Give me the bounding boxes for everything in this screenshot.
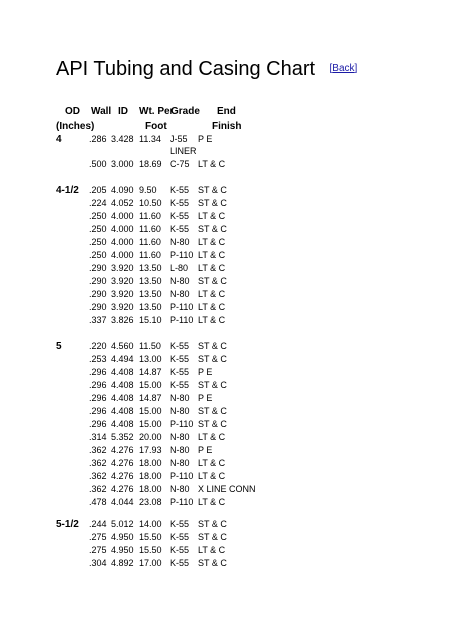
cell-id: 3.920	[111, 289, 134, 299]
cell-wall: .362	[89, 445, 107, 455]
table-row	[0, 418, 474, 431]
cell-id: 3.920	[111, 276, 134, 286]
table-row	[0, 197, 474, 210]
back-close-bracket: ]	[354, 63, 358, 74]
cell-grade: N-80	[170, 237, 190, 247]
cell-wt: 15.00	[139, 406, 162, 416]
cell-wall: .290	[89, 276, 107, 286]
cell-wt: 18.00	[139, 484, 162, 494]
table-row	[0, 210, 474, 223]
cell-wall: .290	[89, 263, 107, 273]
cell-grade: K-55	[170, 211, 190, 221]
table-row	[0, 457, 474, 470]
cell-wall: .296	[89, 367, 107, 377]
back-link-wrapper	[330, 63, 358, 74]
table-row	[0, 392, 474, 405]
cell-wall: .362	[89, 471, 107, 481]
cell-id: 4.408	[111, 419, 134, 429]
cell-wt: 14.87	[139, 393, 162, 403]
cell-id: 3.920	[111, 302, 134, 312]
back-open-bracket: [	[329, 63, 333, 74]
table-row	[0, 496, 474, 509]
cell-wt: 11.60	[139, 237, 161, 247]
cell-grade: P-110	[170, 315, 194, 325]
cell-finish: ST & C	[198, 406, 227, 416]
cell-id: 3.920	[111, 263, 134, 273]
cell-grade: K-55	[170, 380, 190, 390]
page-header	[56, 58, 357, 81]
cell-id: 4.276	[111, 458, 134, 468]
cell-wall: .205	[89, 185, 107, 195]
cell-finish: X LINE CONN	[198, 484, 256, 494]
cell-finish: ST & C	[198, 558, 227, 568]
table-row	[0, 366, 474, 379]
cell-finish: ST & C	[198, 185, 227, 195]
cell-wall: .253	[89, 354, 107, 364]
cell-wall: .478	[89, 497, 107, 507]
cell-grade: J-55	[170, 134, 188, 144]
cell-grade: K-55	[170, 532, 190, 542]
cell-wall: .296	[89, 380, 107, 390]
cell-grade: P-110	[170, 302, 194, 312]
cell-grade: P-110	[170, 497, 194, 507]
col-header-wt: Wt. Per	[139, 106, 174, 117]
cell-wall: .290	[89, 302, 107, 312]
cell-finish: LT & C	[198, 497, 226, 507]
cell-grade: N-80	[170, 289, 190, 299]
cell-grade: N-80	[170, 445, 190, 455]
cell-finish: ST & C	[198, 419, 227, 429]
cell-wt: 23.08	[139, 497, 162, 507]
cell-wt: 11.60	[139, 224, 161, 234]
cell-wt: 11.60	[139, 211, 161, 221]
cell-finish: LT & C	[198, 302, 226, 312]
cell-finish: LT & C	[198, 545, 226, 555]
cell-wt: 11.34	[139, 134, 161, 144]
cell-finish: P E	[198, 367, 213, 377]
cell-grade: L-80	[170, 263, 189, 273]
cell-id: 4.052	[111, 198, 134, 208]
table-row	[0, 379, 474, 392]
cell-wall: .244	[89, 519, 107, 529]
cell-finish: ST & C	[198, 341, 227, 351]
cell-wt: 11.60	[139, 250, 161, 260]
table-row	[0, 353, 474, 366]
table-row	[0, 431, 474, 444]
cell-grade: K-55	[170, 354, 190, 364]
cell-wall: .250	[89, 211, 107, 221]
table-row	[0, 158, 474, 171]
cell-wt: 18.00	[139, 471, 162, 481]
cell-grade: P-110	[170, 471, 194, 481]
table-row	[0, 531, 474, 544]
cell-id: 4.950	[111, 532, 134, 542]
table-row	[0, 223, 474, 236]
cell-finish: P E	[198, 445, 213, 455]
table-row	[0, 249, 474, 262]
cell-wt: 13.50	[139, 276, 162, 286]
cell-finish: ST & C	[198, 198, 227, 208]
table-row	[0, 444, 474, 457]
table-row	[0, 405, 474, 418]
cell-od: 5	[56, 341, 62, 352]
cell-grade: K-55	[170, 367, 190, 377]
cell-grade: K-55	[170, 185, 190, 195]
cell-wt: 13.00	[139, 354, 162, 364]
table-row	[0, 544, 474, 557]
cell-wall: .250	[89, 224, 107, 234]
cell-wt: 13.50	[139, 289, 162, 299]
cell-wall: .275	[89, 545, 107, 555]
cell-wt: 18.00	[139, 458, 162, 468]
table-row	[0, 236, 474, 249]
cell-grade: K-55	[170, 341, 190, 351]
cell-finish: P E	[198, 134, 213, 144]
cell-wt: 9.50	[139, 185, 157, 195]
cell-id: 4.408	[111, 406, 134, 416]
cell-wt: 17.93	[139, 445, 162, 455]
cell-finish: LT & C	[198, 250, 226, 260]
cell-wall: .286	[89, 134, 107, 144]
cell-id: 4.000	[111, 224, 134, 234]
table-row	[0, 557, 474, 570]
cell-grade: LINER	[170, 146, 197, 156]
cell-wt: 15.00	[139, 419, 162, 429]
col-header-od: OD	[65, 106, 80, 117]
cell-finish: LT & C	[198, 289, 226, 299]
col-header-wall: Wall	[91, 106, 112, 117]
table-row	[0, 184, 474, 197]
cell-finish: LT & C	[198, 237, 226, 247]
cell-wall: .224	[89, 198, 107, 208]
cell-grade: N-80	[170, 484, 190, 494]
cell-id: 4.276	[111, 445, 134, 455]
cell-wall: .296	[89, 406, 107, 416]
cell-id: 4.000	[111, 211, 134, 221]
cell-id: 4.950	[111, 545, 134, 555]
cell-grade: N-80	[170, 458, 190, 468]
cell-od: 4-1/2	[56, 185, 79, 196]
cell-wall: .250	[89, 237, 107, 247]
cell-wall: .275	[89, 532, 107, 542]
cell-wt: 14.87	[139, 367, 162, 377]
cell-id: 4.408	[111, 380, 134, 390]
cell-grade: K-55	[170, 198, 190, 208]
cell-wall: .304	[89, 558, 107, 568]
cell-id: 3.428	[111, 134, 134, 144]
cell-grade: P-110	[170, 419, 194, 429]
cell-id: 3.000	[111, 159, 134, 169]
table-row	[0, 288, 474, 301]
cell-id: 4.892	[111, 558, 134, 568]
cell-finish: ST & C	[198, 532, 227, 542]
cell-grade: N-80	[170, 276, 190, 286]
cell-id: 4.408	[111, 393, 134, 403]
cell-od: 5-1/2	[56, 519, 79, 530]
cell-wt: 15.50	[139, 532, 162, 542]
cell-wt: 15.10	[139, 315, 162, 325]
cell-finish: ST & C	[198, 354, 227, 364]
cell-id: 4.276	[111, 484, 134, 494]
page-title: API Tubing and Casing Chart	[56, 58, 316, 80]
cell-wt: 18.69	[139, 159, 162, 169]
cell-finish: ST & C	[198, 276, 227, 286]
cell-wall: .290	[89, 289, 107, 299]
table-row	[0, 470, 474, 483]
cell-finish: LT & C	[198, 458, 226, 468]
cell-finish: P E	[198, 393, 213, 403]
cell-id: 4.494	[111, 354, 134, 364]
cell-grade: N-80	[170, 393, 190, 403]
cell-grade: C-75	[170, 159, 190, 169]
table-row	[0, 314, 474, 327]
col-header-od-units: (Inches)	[56, 121, 95, 132]
cell-finish: ST & C	[198, 519, 227, 529]
table-row	[0, 145, 474, 158]
cell-wt: 13.50	[139, 263, 162, 273]
cell-finish: LT & C	[198, 315, 226, 325]
cell-wall: .314	[89, 432, 107, 442]
table-row	[0, 483, 474, 496]
cell-grade: N-80	[170, 406, 190, 416]
cell-id: 4.090	[111, 185, 134, 195]
cell-wall: .500	[89, 159, 107, 169]
cell-grade: P-110	[170, 250, 194, 260]
table-row	[0, 301, 474, 314]
cell-id: 4.044	[111, 497, 134, 507]
table-row	[0, 340, 474, 353]
table-row	[0, 518, 474, 531]
cell-id: 5.352	[111, 432, 134, 442]
cell-finish: LT & C	[198, 159, 226, 169]
cell-grade: N-80	[170, 432, 190, 442]
cell-wt: 17.00	[139, 558, 162, 568]
cell-wall: .296	[89, 393, 107, 403]
cell-id: 4.000	[111, 250, 134, 260]
cell-finish: LT & C	[198, 471, 226, 481]
cell-finish: LT & C	[198, 263, 226, 273]
cell-wall: .220	[89, 341, 107, 351]
col-header-wt-units: Foot	[145, 121, 167, 132]
col-header-finish: Finish	[212, 121, 242, 132]
cell-wt: 10.50	[139, 198, 162, 208]
cell-wall: .250	[89, 250, 107, 260]
cell-id: 4.276	[111, 471, 134, 481]
cell-wt: 20.00	[139, 432, 162, 442]
cell-id: 3.826	[111, 315, 134, 325]
cell-wt: 15.00	[139, 380, 162, 390]
cell-wall: .337	[89, 315, 107, 325]
table-row	[0, 262, 474, 275]
cell-finish: LT & C	[198, 211, 226, 221]
cell-wt: 11.50	[139, 341, 161, 351]
cell-od: 4	[56, 134, 62, 145]
cell-wall: .362	[89, 484, 107, 494]
cell-wall: .296	[89, 419, 107, 429]
col-header-id: ID	[118, 106, 128, 117]
back-link[interactable]: Back	[332, 63, 355, 74]
cell-finish: ST & C	[198, 224, 227, 234]
cell-grade: K-55	[170, 545, 190, 555]
cell-grade: K-55	[170, 224, 190, 234]
cell-finish: LT & C	[198, 432, 226, 442]
table-row	[0, 275, 474, 288]
col-header-end: End	[217, 106, 236, 117]
cell-id: 5.012	[111, 519, 134, 529]
cell-id: 4.408	[111, 367, 134, 377]
cell-grade: K-55	[170, 558, 190, 568]
cell-wt: 15.50	[139, 545, 162, 555]
cell-wall: .362	[89, 458, 107, 468]
cell-id: 4.560	[111, 341, 134, 351]
cell-id: 4.000	[111, 237, 134, 247]
col-header-grade: Grade	[171, 106, 200, 117]
cell-wt: 13.50	[139, 302, 162, 312]
cell-finish: ST & C	[198, 380, 227, 390]
cell-wt: 14.00	[139, 519, 162, 529]
cell-grade: K-55	[170, 519, 190, 529]
